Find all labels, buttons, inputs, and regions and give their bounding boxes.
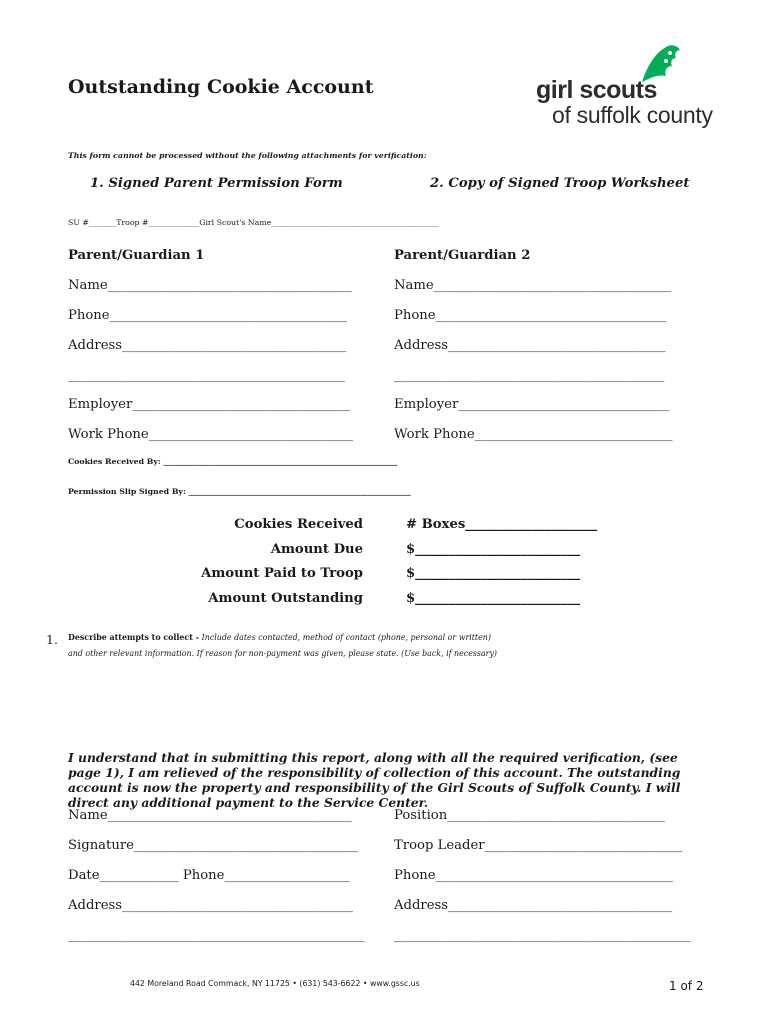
guardian-2-name-field[interactable]: Name____________________________________ xyxy=(394,278,672,293)
signer-name-field[interactable]: Name_____________________________________ xyxy=(68,808,352,823)
signer-address-line-2[interactable]: _____________________________________________ xyxy=(68,928,365,943)
collect-line-1 xyxy=(68,634,491,642)
responsibility-statement: I understand that in submitting this report, along with all the required verification, (see page 1), I am relieved of the responsibility of collection of this account. The outstanding account is now the property and responsibility of the Girl Scouts of Suffolk County. I will direct any additional payment to the Service Center. xyxy=(68,750,681,810)
attachment-1: 1. Signed Parent Permission Form xyxy=(90,176,343,191)
guardian-2-heading: Parent/Guardian 2 xyxy=(394,248,531,263)
guardian-2-address-line-2[interactable]: _________________________________________ xyxy=(394,368,665,383)
guardian-1-address-field[interactable]: Address__________________________________ xyxy=(68,338,347,353)
form-title: Outstanding Cookie Account xyxy=(68,76,374,98)
signer-position-field[interactable]: Position_________________________________ xyxy=(394,808,665,823)
logo-line-1: girl scouts xyxy=(536,76,657,104)
permission-slip-field[interactable]: Permission Slip Signed By: _________________________________________________________ xyxy=(68,487,411,496)
logo-line-2: of suffolk county xyxy=(552,102,713,128)
guardian-2-employer-field[interactable]: Employer________________________________ xyxy=(394,397,670,412)
guardian-1-work-phone-field[interactable]: Work Phone_______________________________ xyxy=(68,427,354,442)
collect-number: 1. xyxy=(46,632,58,647)
troop-leader-field[interactable]: Troop Leader______________________________ xyxy=(394,838,683,853)
guardian-1-phone-field[interactable]: Phone____________________________________ xyxy=(68,308,347,323)
cookies-received-label: Cookies Received xyxy=(234,517,363,532)
guardian-1-employer-field[interactable]: Employer_________________________________ xyxy=(68,397,350,412)
guardian-2-work-phone-field[interactable]: Work Phone______________________________ xyxy=(394,427,673,442)
footer-contact: 442 Moreland Road Commack, NY 11725 • (631) 543-6622 • www.gssc.us xyxy=(130,979,420,988)
attachment-2: 2. Copy of Signed Troop Worksheet xyxy=(430,176,690,191)
amount-due-field[interactable]: $_________________________ xyxy=(406,542,581,557)
intro-text: This form cannot be processed without the following attachments for verification: xyxy=(68,151,427,160)
guardian-2-phone-field[interactable]: Phone___________________________________ xyxy=(394,308,667,323)
leader-phone-field[interactable]: Phone____________________________________ xyxy=(394,868,673,883)
cookies-received-by-field[interactable]: Cookies Received By: ____________________________________________________________ xyxy=(68,457,398,466)
guardian-2-address-field[interactable]: Address_________________________________ xyxy=(394,338,666,353)
su-troop-name-field[interactable]: SU #_______Troop #_____________Girl Scout's Name___________________________________________ xyxy=(68,218,439,227)
amount-outstanding-field[interactable]: $_________________________ xyxy=(406,591,581,606)
guardian-1-heading: Parent/Guardian 1 xyxy=(68,248,205,263)
collect-text-1: Include dates contacted, method of contact (phone, personal or written) xyxy=(201,633,491,642)
signer-address-field[interactable]: Address___________________________________ xyxy=(68,898,353,913)
leader-address-field[interactable]: Address__________________________________ xyxy=(394,898,673,913)
collect-label: Describe attempts to collect - xyxy=(68,633,202,642)
leader-address-line-2[interactable]: _____________________________________________ xyxy=(394,928,691,943)
guardian-1-address-line-2[interactable]: __________________________________________ xyxy=(68,368,345,383)
date-phone-field[interactable]: Date____________ Phone___________________ xyxy=(68,868,350,883)
boxes-field[interactable]: # Boxes____________________ xyxy=(406,517,598,532)
amount-paid-label: Amount Paid to Troop xyxy=(201,566,363,581)
page-number: 1 of 2 xyxy=(669,979,704,993)
amount-paid-field[interactable]: $_________________________ xyxy=(406,566,581,581)
amount-outstanding-label: Amount Outstanding xyxy=(208,591,363,606)
signature-field[interactable]: Signature__________________________________ xyxy=(68,838,359,853)
guardian-1-name-field[interactable]: Name_____________________________________ xyxy=(68,278,352,293)
collect-text-2: and other relevant information. If reason for non-payment was given, please state. (Use back, if necessary) xyxy=(68,649,497,658)
amount-due-label: Amount Due xyxy=(270,542,363,557)
girl-scouts-logo xyxy=(530,44,730,134)
